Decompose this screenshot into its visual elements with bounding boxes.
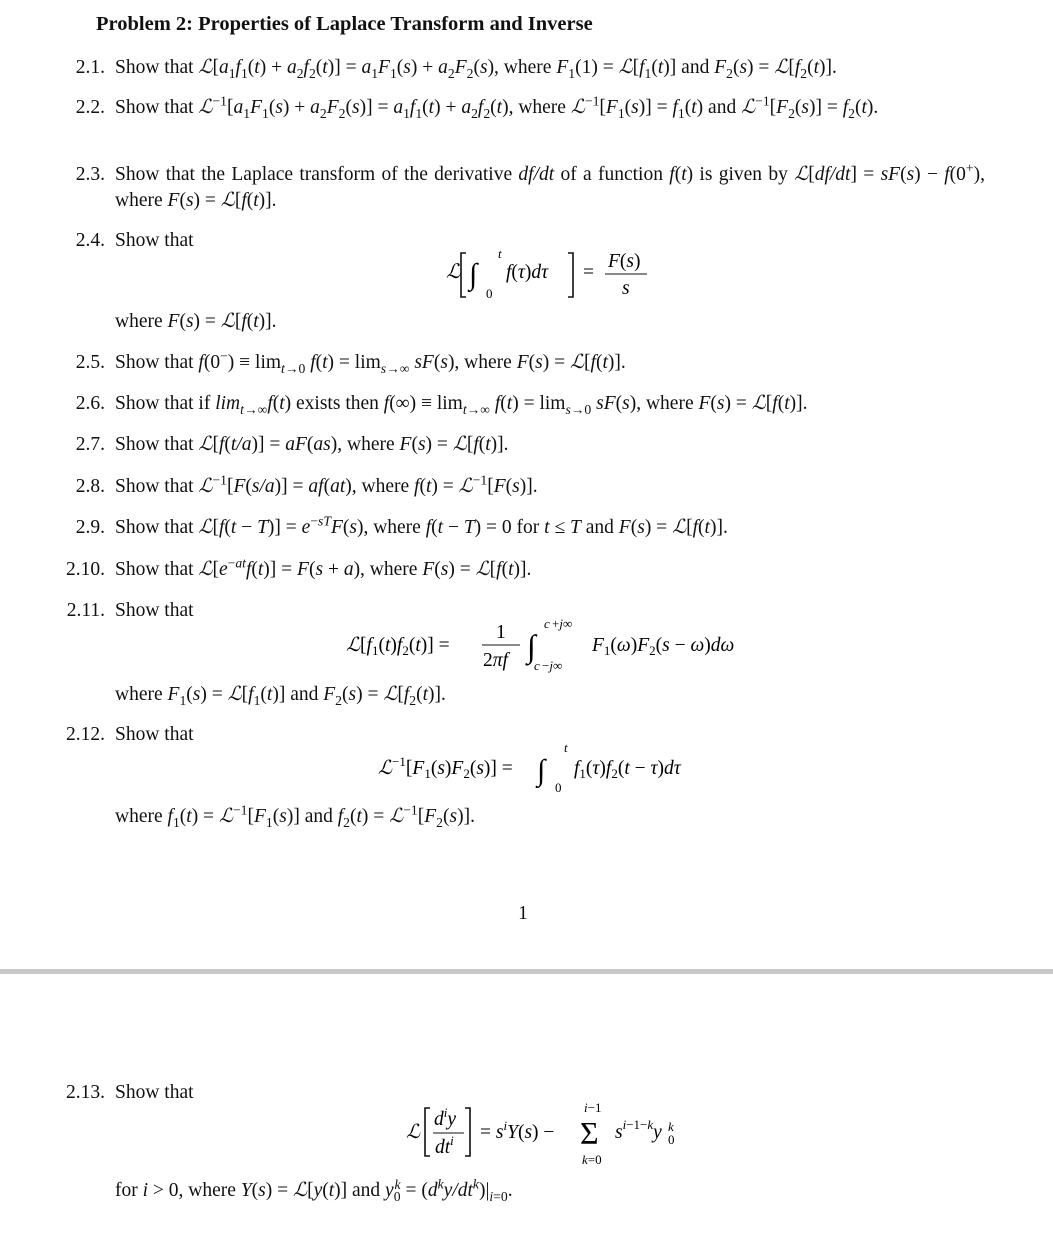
problem-number: 2.1. <box>75 57 105 78</box>
svg-text:t: t <box>564 740 568 755</box>
svg-text:f1(τ)f2(t − τ)dτ: $f_1(\tau)f_2(t - \tau)d\tau$ <box>574 758 681 781</box>
problem-number: 2.13. <box>66 1082 105 1103</box>
page-number: 1 <box>518 903 528 924</box>
problem-text: Show that $ℒ[e^{-at}f(t)] = F(s + a)$, where F(s) = ℒ[f(t)]. <box>115 555 532 580</box>
problem-2-4-after: where F(s) = ℒ[f(t)]. <box>115 311 277 332</box>
problem-number: 2.2. <box>75 97 105 118</box>
svg-text:1: 1 <box>496 622 506 643</box>
svg-text:diy: $d^iy$ <box>434 1105 457 1130</box>
svg-text:ℒ: ℒ <box>406 1122 421 1143</box>
svg-text:−j∞: −j∞ <box>542 658 563 673</box>
problem-text: Show that <box>115 600 194 621</box>
svg-text:2πf: 2πf <box>483 650 508 671</box>
svg-text:ℒ[f1(t)f2(t)] =: $ℒ[f_1(t)f_2(t)]$ = <box>346 635 450 658</box>
problem-text: Show that if $\lim_{t\to\infty}f(t)$ exists then $f(\infty) \equiv \lim_{t\to\infty} f(t) = \lim_{s\to 0} sF(s)$, where F(s) = ℒ[f(t)]. <box>115 393 808 417</box>
svg-text:=: = <box>583 262 594 283</box>
svg-text:i−1: i−1 <box>584 1100 602 1115</box>
problem-number: 2.4. <box>75 230 105 251</box>
svg-text:si−1−ky: $s^i-1-ky$ <box>615 1117 662 1143</box>
page-2 <box>0 974 1053 1239</box>
svg-text:c: c <box>534 658 540 673</box>
problem-text: Show that <box>115 230 194 251</box>
problem-2-11-after: where $F_1(s)$ = $ℒ[f_1(t)]$ and $F_2(s)$ = $ℒ[f_2(t)]$. <box>115 684 446 708</box>
formula-2-13 <box>400 1096 710 1168</box>
problem-number: 2.6. <box>75 393 105 414</box>
problem-2-13-after: for i > 0, where Y(s) = ℒ[y(t)] and $y_0^k = (d^ky/dt^k)|_{i=0}$. <box>115 1176 513 1204</box>
problem-number: 2.10. <box>66 559 105 580</box>
svg-text:0: 0 <box>555 780 562 795</box>
svg-text:s: s <box>622 278 630 299</box>
page-title: Problem 2: Properties of Laplace Transform and Inverse <box>96 13 593 35</box>
svg-text:0: 0 <box>668 1132 675 1147</box>
svg-text:Σ: Σ <box>580 1115 599 1151</box>
formula-2-11 <box>340 612 760 678</box>
svg-text:∫: ∫ <box>527 628 536 664</box>
svg-text:c: c <box>544 616 550 631</box>
problem-text: Show that ℒ$^{-1}$[F(s/a)] = af(at), where f(t) = ℒ$^{-1}$[F(s)]. <box>115 472 538 497</box>
svg-text:+j∞: +j∞ <box>552 616 573 631</box>
problem-text: Show that the Laplace transform of the derivative df/dt of a function f(t) is given by ℒ[df/dt] = sF(s) − f(0+), where F(s) = ℒ[f(t)]. <box>115 160 985 211</box>
svg-text:0: 0 <box>486 286 493 301</box>
formula-2-12 <box>372 736 732 800</box>
svg-text:k=0: k=0 <box>582 1152 602 1167</box>
problem-text: Show that <box>115 724 194 745</box>
svg-text:ℒ−1[F1(s)F2(s)] =: $ℒ^{-1}[F_1(s)F_2(s)]$ = <box>378 754 513 781</box>
problem-2-12-after: where $f_1(t)$ = $ℒ^{-1}[F_1(s)]$ and $f_2(t)$ = $ℒ^{-1}[F_2(s)]$. <box>115 802 475 830</box>
problem-number: 2.9. <box>75 517 105 538</box>
svg-text:f(τ)dτ: f(τ)dτ <box>506 262 549 283</box>
formula-2-4 <box>440 240 670 306</box>
svg-text:dti: $dt^i$ <box>435 1133 454 1158</box>
problem-text: Show that ℒ[f(t/a)] = aF(as), where F(s) = ℒ[f(t)]. <box>115 434 509 455</box>
problem-number: 2.7. <box>75 434 105 455</box>
problem-number: 2.5. <box>75 352 105 373</box>
svg-text:ℒ: ℒ <box>446 261 461 283</box>
svg-text:t: t <box>498 246 502 261</box>
svg-text:∫: ∫ <box>537 754 546 787</box>
problem-text: Show that $ℒ[a_1f_1(t) + a_2f_2(t)] = a_1F_1(s) + a_2F_2(s)$, where $F_1(1)$ = $ℒ[f_1(t)]$ and $F_2(s)$ = $ℒ[f_2(t)]$. <box>115 57 837 81</box>
svg-text:∫: ∫ <box>469 258 478 291</box>
problem-text: Show that ℒ[f(t − $T)] = e^{-sT}F(s)$, where f(t − T) = 0 for t ≤ T and F(s) = ℒ[f(t)]. <box>115 513 728 538</box>
problem-text: Show that $ℒ^{-1}[a_1F_1(s) + a_2F_2(s)] = a_1f_1(t) + a_2f_2(t)$, where $ℒ^{-1}[F_1(s)] = f_1(t)$ and $ℒ^{-1}[F_2(s)] = f_2(t)$. <box>115 93 879 121</box>
svg-text:= siY(s) −: = $s^iY(s)$ − <box>480 1118 555 1143</box>
problem-number: 2.3. <box>75 164 105 185</box>
problem-text: Show that <box>115 1082 194 1103</box>
svg-text:k: k <box>668 1119 674 1134</box>
svg-text:F(s): F(s) <box>608 251 641 272</box>
problem-text: Show that $f(0^-) \equiv \lim_{t\to 0} f(t) = \lim_{s\to\infty} sF(s)$, where F(s) = ℒ[f(t)]. <box>115 348 626 376</box>
problem-number: 2.11. <box>66 600 105 621</box>
problem-number: 2.12. <box>66 724 105 745</box>
svg-text:F1(ω)F2(s − ω)dω: $F_1(\omega)F_2(s - \omega)d\omega$ <box>592 635 735 658</box>
problem-number: 2.8. <box>75 476 105 497</box>
